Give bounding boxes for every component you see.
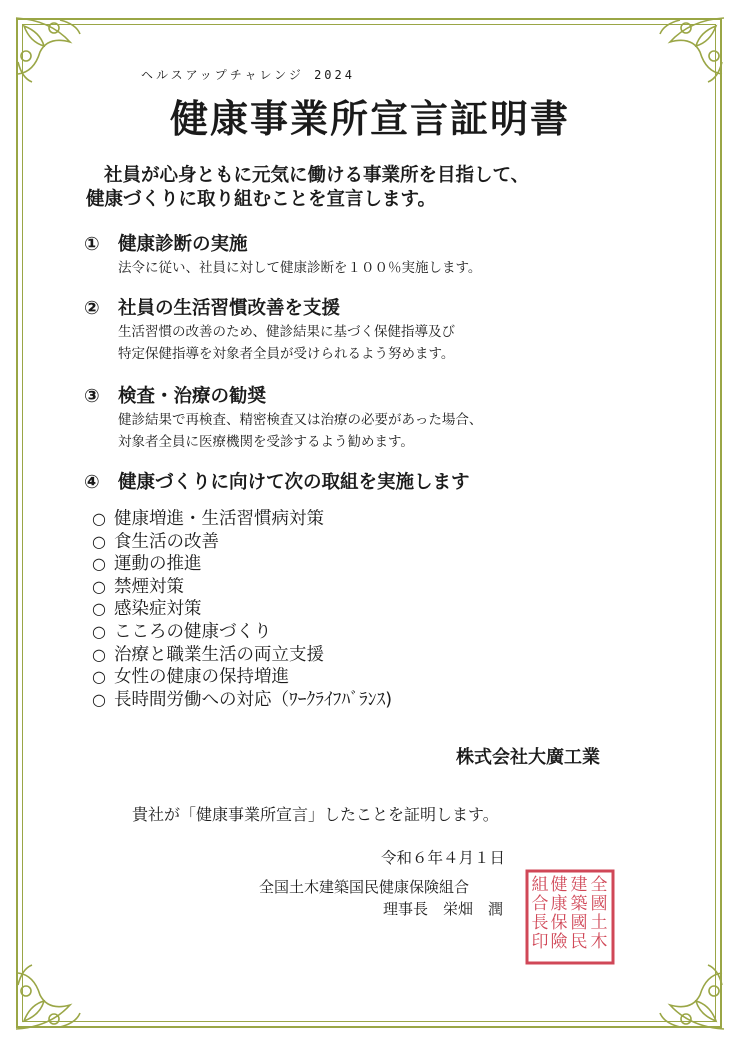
item-body-line: 特定保健指導を対象者全員が受けられるよう努めます。 bbox=[118, 346, 455, 362]
circle-bullet-icon: ○ bbox=[92, 689, 106, 709]
action-list bbox=[92, 508, 392, 711]
circle-bullet-icon: ○ bbox=[92, 599, 106, 619]
declaration-item-4 bbox=[84, 471, 664, 495]
circle-bullet-icon: ○ bbox=[92, 644, 106, 664]
item-title: 社員の生活習慣改善を支援 bbox=[118, 298, 341, 319]
svg-text:印: 印 bbox=[531, 932, 549, 952]
item-number: ① bbox=[84, 234, 100, 255]
item-number: ③ bbox=[84, 386, 100, 407]
list-item: ○ 長時間労働への対応（ﾜｰｸﾗｲﾌﾊﾞﾗﾝｽ) bbox=[92, 689, 393, 710]
svg-text:木: 木 bbox=[590, 932, 608, 952]
document-title: 健康事業所宣言証明書 bbox=[169, 96, 570, 141]
item-number: ④ bbox=[84, 472, 100, 493]
svg-text:建: 建 bbox=[570, 875, 588, 895]
circle-bullet-icon: ○ bbox=[92, 509, 106, 528]
list-item: ○ 運動の推進 bbox=[92, 554, 202, 575]
company-name: 株式会社大廣工業 bbox=[456, 747, 600, 768]
circle-bullet-icon: ○ bbox=[92, 621, 106, 641]
svg-text:民: 民 bbox=[570, 932, 588, 952]
svg-text:國: 國 bbox=[590, 894, 608, 914]
item-body-line: 生活習慣の改善のため、健診結果に基づく保健指導及び bbox=[118, 324, 455, 340]
item-title: 健康づくりに向けて次の取組を実施します bbox=[118, 472, 470, 493]
circle-bullet-icon: ○ bbox=[92, 531, 106, 551]
intro-line: 社員が心身ともに元気に働ける事業所を目指して、 bbox=[104, 165, 530, 186]
list-item: ○ 禁煙対策 bbox=[92, 576, 184, 597]
list-item: ○ 感染症対策 bbox=[92, 599, 202, 620]
official-seal-icon bbox=[524, 868, 616, 966]
corner-ornament-icon bbox=[640, 945, 730, 1035]
issuer-block bbox=[259, 876, 503, 920]
circle-bullet-icon: ○ bbox=[92, 554, 106, 574]
svg-text:土: 土 bbox=[590, 913, 608, 933]
list-item: ○ こころの健康づくり bbox=[92, 621, 272, 642]
issuer-representative: 理事長 栄畑 潤 bbox=[383, 900, 504, 918]
svg-text:保: 保 bbox=[550, 913, 568, 933]
svg-text:合: 合 bbox=[531, 894, 549, 914]
item-body-line: 法令に従い、社員に対して健康診断を１００％実施します。 bbox=[118, 260, 482, 276]
list-item: ○ 健康増進・生活習慣病対策 bbox=[92, 509, 324, 529]
item-number: ② bbox=[84, 298, 100, 319]
svg-text:全: 全 bbox=[590, 875, 608, 895]
item-title: 検査・治療の勧奨 bbox=[118, 386, 267, 407]
item-body-line: 健診結果で再検査、精密検査又は治療の必要があった場合、 bbox=[118, 412, 483, 428]
declaration-intro bbox=[86, 164, 646, 212]
svg-text:險: 險 bbox=[550, 932, 568, 952]
issue-date: 令和６年４月１日 bbox=[381, 849, 506, 867]
declaration-item-1 bbox=[84, 233, 664, 279]
svg-text:組: 組 bbox=[531, 875, 549, 895]
svg-text:長: 長 bbox=[531, 913, 549, 933]
program-subtitle: ヘルスアップチャレンジ 2024 bbox=[141, 68, 355, 82]
svg-text:健: 健 bbox=[550, 875, 568, 895]
item-body-line: 対象者全員に医療機関を受診するよう勧めます。 bbox=[118, 434, 414, 450]
declaration-item-3 bbox=[84, 385, 664, 453]
issuer-organization: 全国土木建築国民健康保険組合 bbox=[259, 878, 470, 896]
svg-text:康: 康 bbox=[550, 894, 568, 914]
list-item: ○ 女性の健康の保持増進 bbox=[92, 667, 289, 688]
list-item: ○ 治療と職業生活の両立支援 bbox=[92, 644, 324, 665]
item-title: 健康診断の実施 bbox=[118, 234, 248, 255]
certification-statement: 貴社が「健康事業所宣言」したことを証明します。 bbox=[132, 805, 499, 824]
svg-text:築: 築 bbox=[570, 894, 588, 914]
corner-ornament-icon bbox=[10, 945, 100, 1035]
circle-bullet-icon: ○ bbox=[92, 667, 106, 687]
intro-line: 健康づくりに取り組むことを宣言します。 bbox=[86, 189, 437, 210]
svg-text:國: 國 bbox=[570, 913, 588, 933]
list-item: ○ 食生活の改善 bbox=[92, 531, 219, 552]
circle-bullet-icon: ○ bbox=[92, 576, 106, 596]
declaration-item-2 bbox=[84, 297, 664, 365]
